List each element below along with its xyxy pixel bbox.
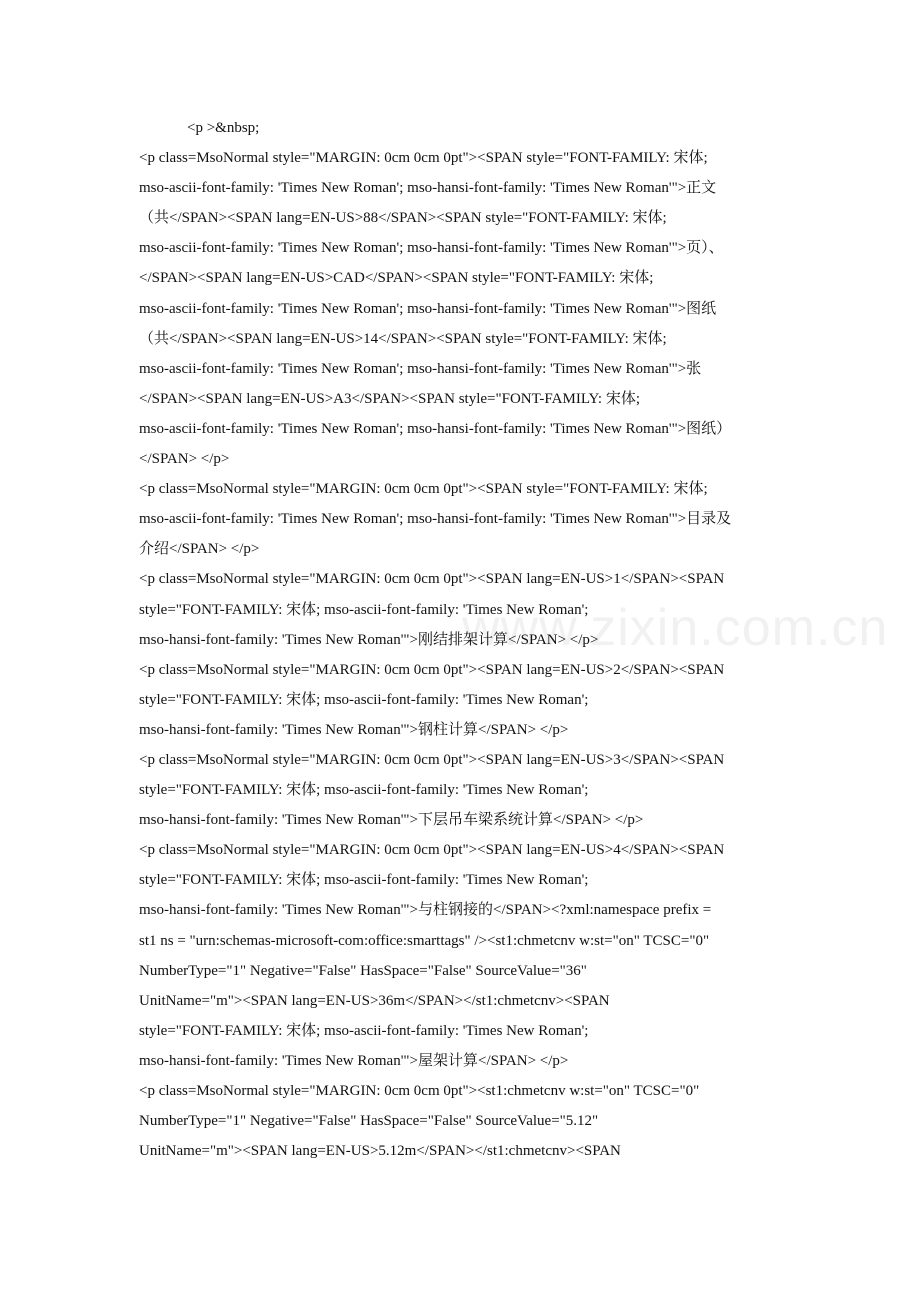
watermark: www.zixin.com.cn [462,599,889,657]
text-line: mso-ascii-font-family: 'Times New Roman'; mso-hansi-font-family: 'Times New Roman'">图纸 [139,300,717,317]
text-line: style="FONT-FAMILY: 宋体; mso-ascii-font-family: 'Times New Roman'; [139,782,589,799]
text-line: NumberType="1" Negative="False" HasSpace="False" SourceValue="36" [139,962,587,979]
text-line: <p class=MsoNormal style="MARGIN: 0cm 0cm 0pt"><SPAN style="FONT-FAMILY: 宋体; [139,150,708,167]
text-line: mso-ascii-font-family: 'Times New Roman'; mso-hansi-font-family: 'Times New Roman'">目录及 [139,511,732,528]
text-line: mso-ascii-font-family: 'Times New Roman'; mso-hansi-font-family: 'Times New Roman'">页）、 [139,240,724,257]
text-line: style="FONT-FAMILY: 宋体; mso-ascii-font-family: 'Times New Roman'; [139,872,589,889]
text-line: <p class=MsoNormal style="MARGIN: 0cm 0cm 0pt"><st1:chmetcnv w:st="on" TCSC="0" [139,1083,700,1099]
text-line: （共</SPAN><SPAN lang=EN-US>14</SPAN><SPAN style="FONT-FAMILY: 宋体; [139,330,667,347]
text-line: NumberType="1" Negative="False" HasSpace="False" SourceValue="5.12" [139,1113,599,1130]
text-line: <p class=MsoNormal style="MARGIN: 0cm 0cm 0pt"><SPAN style="FONT-FAMILY: 宋体; [139,481,708,498]
text-line: mso-hansi-font-family: 'Times New Roman'">下层吊车梁系统计算</SPAN> </p> [139,812,644,829]
text-line: （共</SPAN><SPAN lang=EN-US>88</SPAN><SPAN style="FONT-FAMILY: 宋体; [139,210,667,227]
text-line: mso-hansi-font-family: 'Times New Roman'">屋架计算</SPAN> </p> [139,1052,569,1069]
text-line: style="FONT-FAMILY: 宋体; mso-ascii-font-family: 'Times New Roman'; [139,691,589,708]
text-line: mso-ascii-font-family: 'Times New Roman'; mso-hansi-font-family: 'Times New Roman'">张 [139,360,702,377]
text-line: UnitName="m"><SPAN lang=EN-US>5.12m</SPAN></st1:chmetcnv><SPAN [139,1143,621,1160]
document-body [139,113,785,1166]
text-line: </SPAN> </p> [139,451,230,468]
text-line: <p class=MsoNormal style="MARGIN: 0cm 0cm 0pt"><SPAN lang=EN-US>2</SPAN><SPAN [139,661,725,678]
text-line: <p class=MsoNormal style="MARGIN: 0cm 0cm 0pt"><SPAN lang=EN-US>1</SPAN><SPAN [139,571,725,588]
text-line: mso-hansi-font-family: 'Times New Roman'">与柱钢接的</SPAN><?xml:namespace prefix = [139,902,712,919]
text-line: style="FONT-FAMILY: 宋体; mso-ascii-font-family: 'Times New Roman'; [139,1022,589,1039]
text-line: <p class=MsoNormal style="MARGIN: 0cm 0cm 0pt"><SPAN lang=EN-US>4</SPAN><SPAN [139,842,725,859]
text-line: mso-ascii-font-family: 'Times New Roman'; mso-hansi-font-family: 'Times New Roman'">图纸） [139,420,732,437]
text-line: mso-ascii-font-family: 'Times New Roman'; mso-hansi-font-family: 'Times New Roman'">正文 [139,180,717,197]
text-line: </SPAN><SPAN lang=EN-US>CAD</SPAN><SPAN style="FONT-FAMILY: 宋体; [139,270,654,287]
text-line: mso-hansi-font-family: 'Times New Roman'">钢柱计算</SPAN> </p> [139,721,569,738]
text-line: UnitName="m"><SPAN lang=EN-US>36m</SPAN></st1:chmetcnv><SPAN [139,992,610,1009]
text-line: <p class=MsoNormal style="MARGIN: 0cm 0cm 0pt"><SPAN lang=EN-US>3</SPAN><SPAN [139,751,725,768]
text-line: st1 ns = "urn:schemas-microsoft-com:office:smarttags" /><st1:chmetcnv w:st="on" TCSC="0" [139,932,710,949]
text-line: 介绍</SPAN> </p> [139,541,260,558]
text-line: mso-hansi-font-family: 'Times New Roman'">刚结排架计算</SPAN> </p> [139,631,599,648]
text-line: <p >&nbsp; [187,120,260,136]
text-line: style="FONT-FAMILY: 宋体; mso-ascii-font-family: 'Times New Roman'; [139,601,589,618]
text-line: </SPAN><SPAN lang=EN-US>A3</SPAN><SPAN style="FONT-FAMILY: 宋体; [139,390,641,407]
